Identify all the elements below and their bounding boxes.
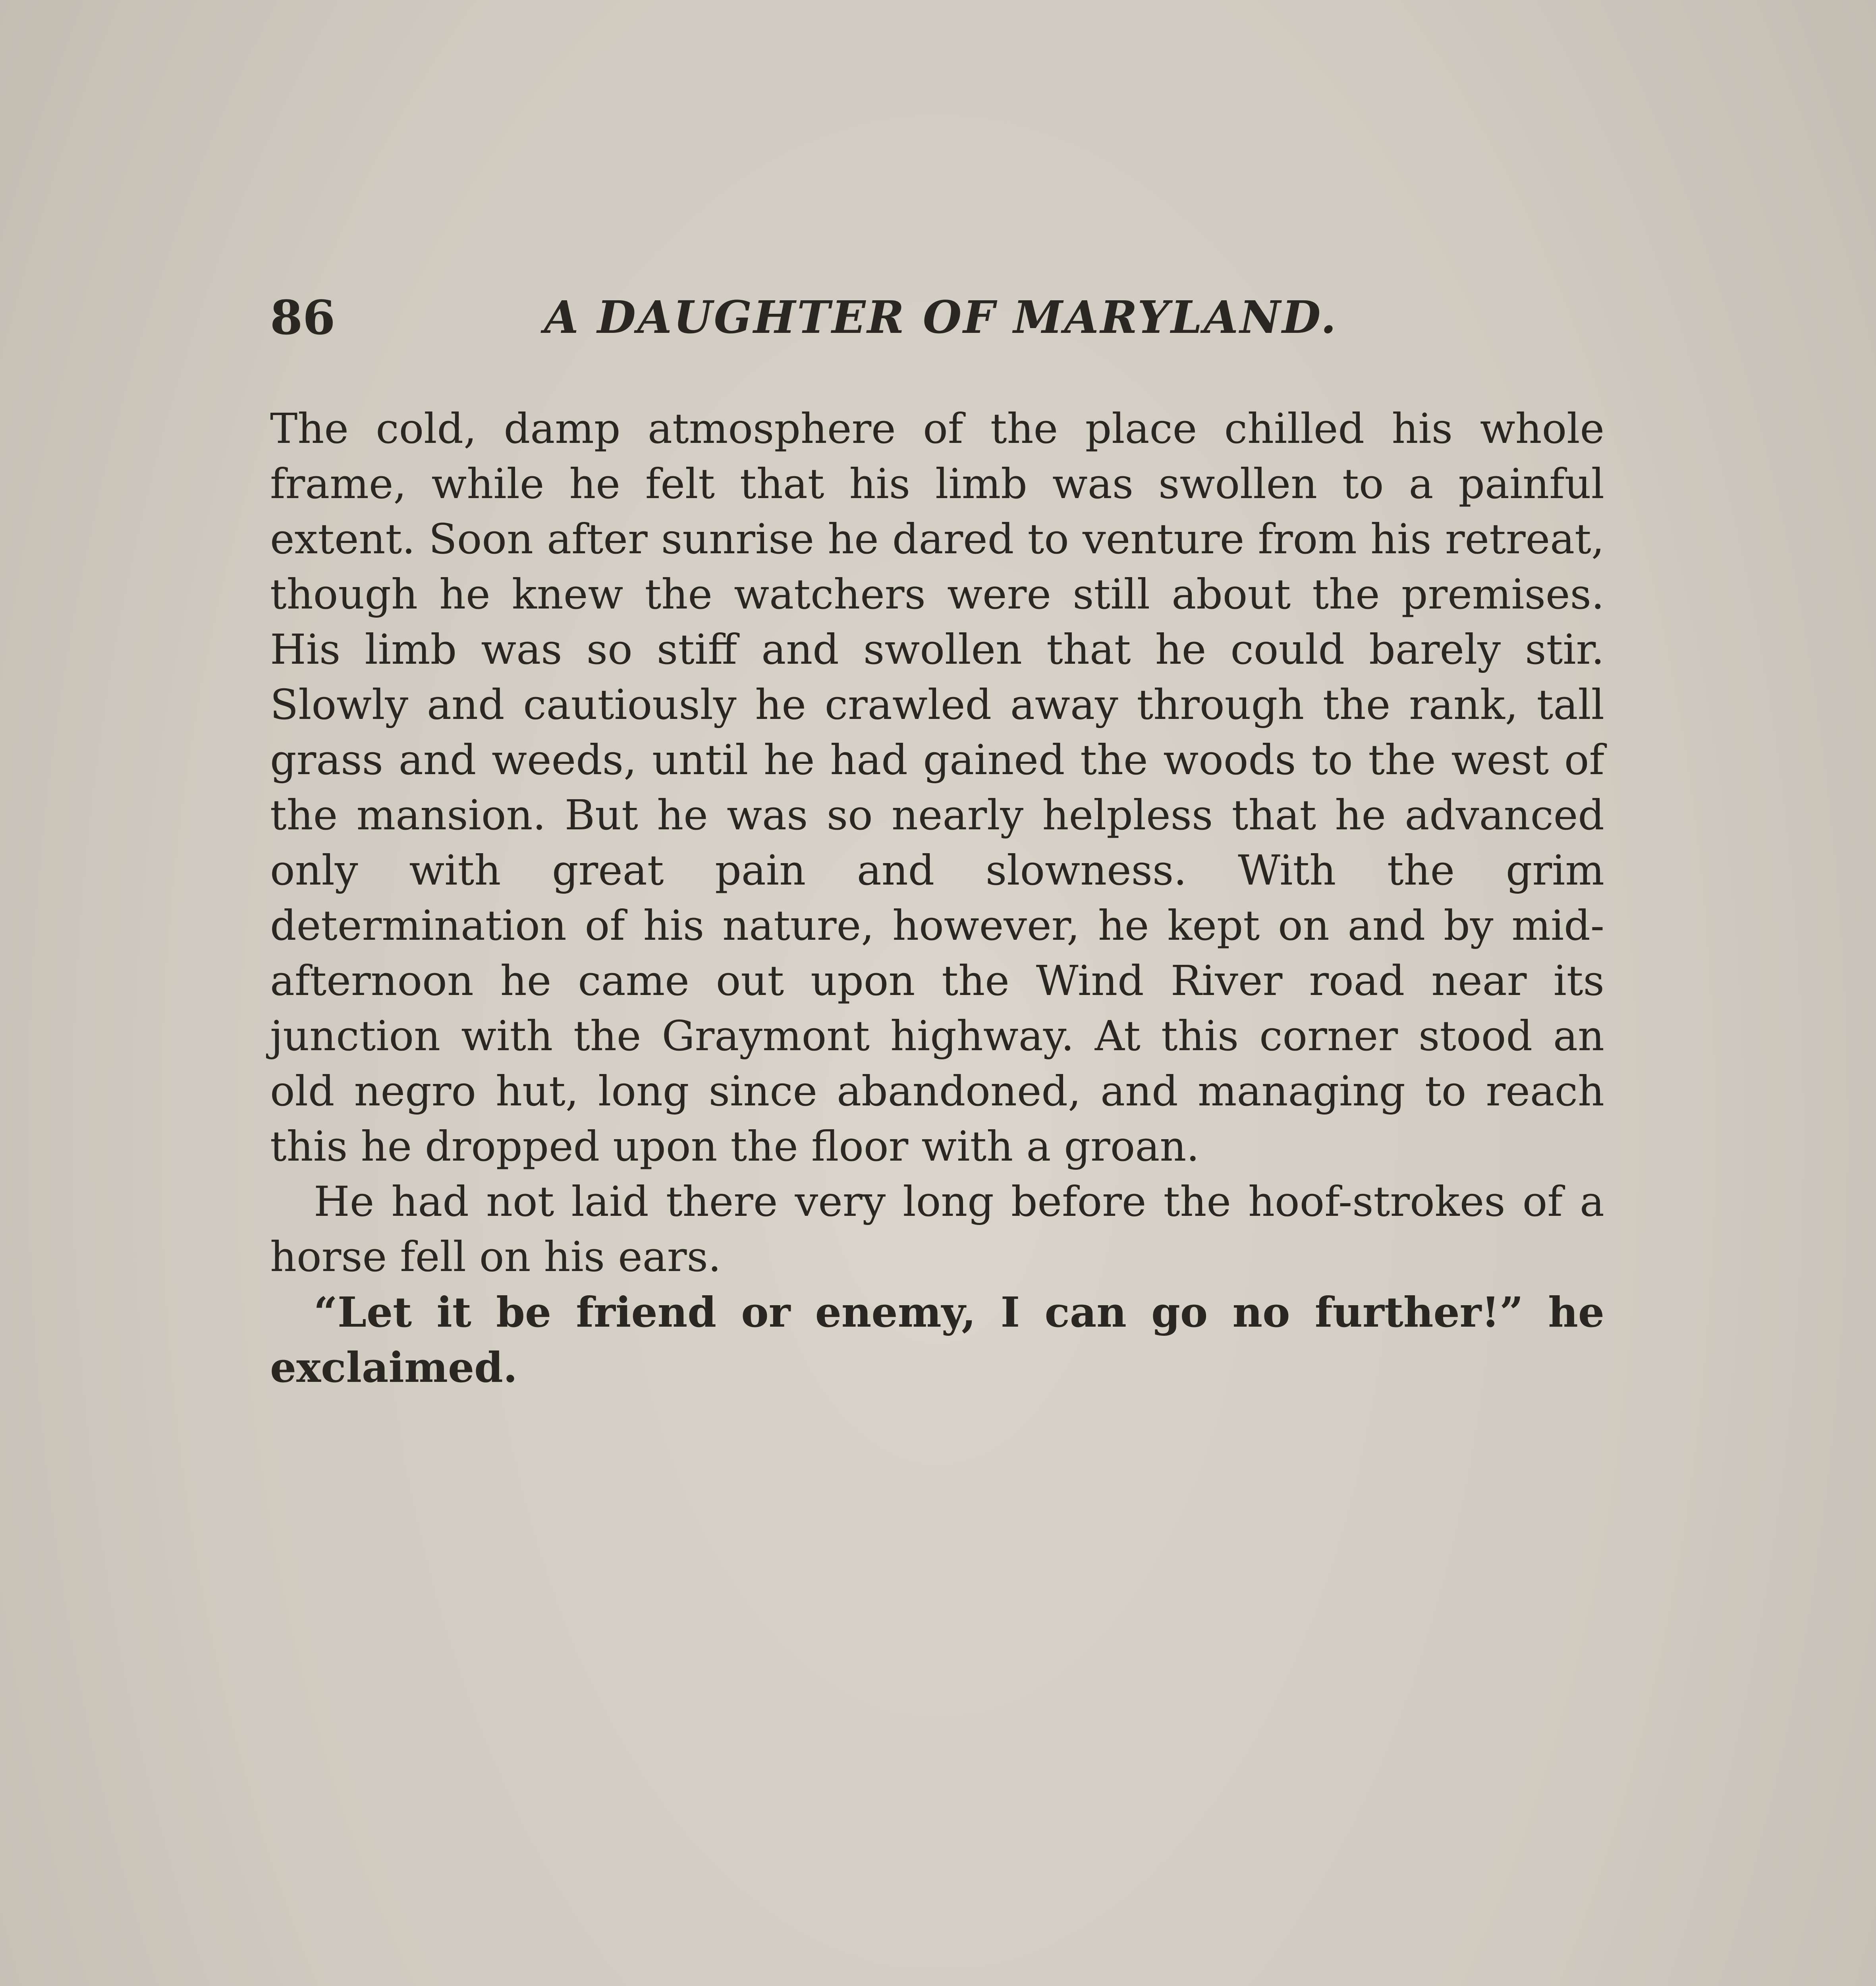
paragraph-1: The cold, damp atmosphere of the place chilled his whole frame, while he felt that his limb was swollen to a painful extent. Soon after sunrise he dared to venture from his retreat, though he knew the watchers were still about the premises. His limb was so stiff and swollen that he could barely stir. Slowly and cautiously he crawled away through the rank, tall grass and weeds, until he had gained the woods to the west of the mansion. But he was so nearly helpless that he advanced only with great pain and slowness. With the grim determination of his nature, however, he kept on and by mid-afternoon he came out upon the Wind River road near its junction with the Graymont highway. At this corner stood an old negro hut, long since abandoned, and managing to reach this he dropped upon the floor with a groan. <box>270 404 1604 1171</box>
running-title: A DAUGHTER OF MARYLAND. <box>544 292 1338 344</box>
paragraph-3: “Let it be friend or enemy, I can go no further!” he exclaimed. <box>270 1288 1604 1392</box>
page-number: 86 <box>270 290 336 345</box>
running-head <box>270 286 1604 350</box>
paragraph-2: He had not laid there very long before the hoof-strokes of a horse fell on his ears. <box>270 1177 1604 1281</box>
body-text <box>270 401 1604 1395</box>
